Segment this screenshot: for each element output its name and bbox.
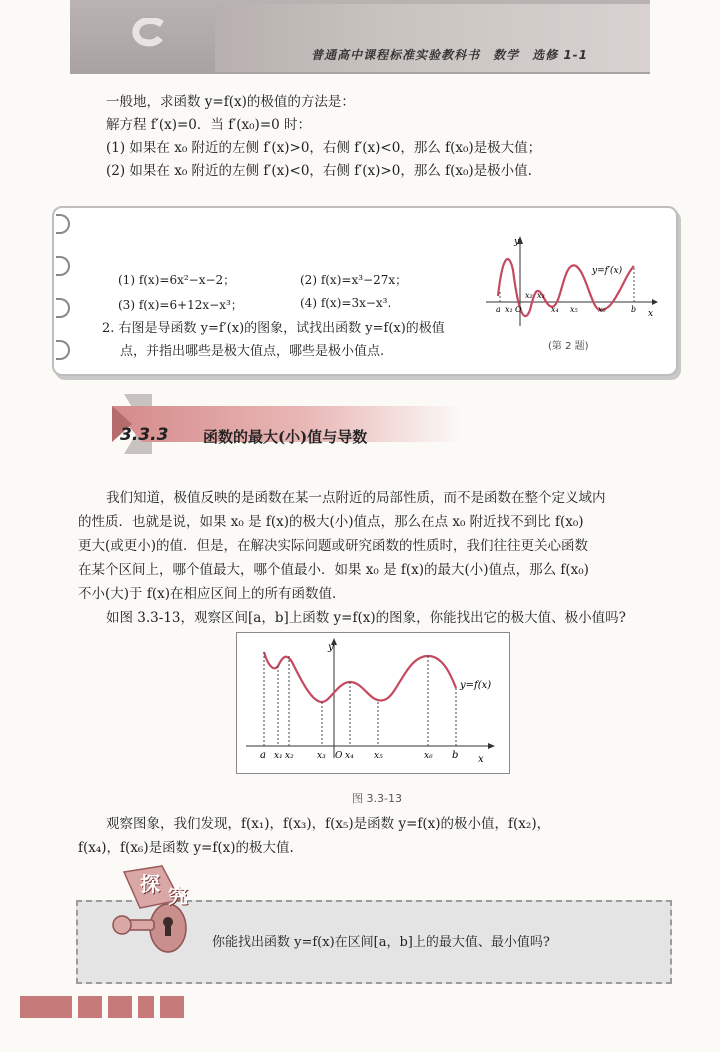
explore-question: 你能找出函数 y=f(x)在区间[a，b]上的最大值、最小值吗?	[212, 935, 550, 950]
graph-axis-y-label: y	[514, 237, 520, 247]
x-axis-arrow-icon	[488, 743, 495, 749]
graph-label-origin: O	[515, 305, 522, 314]
exercise-item-2: (2) f(x)=x³−27x；	[300, 273, 408, 287]
explore-badge-char-1: 探	[140, 872, 160, 896]
figure-curve-label: y=f(x)	[460, 680, 492, 691]
paragraph-line: 的性质．也就是说，如果 x₀ 是 f(x)的极大(小)值点，那么在点 x₀ 附近找不到比 f(x₀)	[78, 514, 584, 530]
graph-label-b: b	[631, 305, 637, 314]
section-title: 函数的最大(小)值与导数	[203, 428, 368, 446]
exercise-q2-line1: 2. 右图是导函数 y=f′(x)的图象，试找出函数 y=f(x)的极值	[102, 321, 445, 336]
observation-line-2: f(x₄)，f(x₆)是函数 y=f(x)的极大值.	[78, 840, 294, 856]
guide-lines	[264, 652, 456, 746]
exercise-q2-line2: 点，并指出哪些是极大值点，哪些是极小值点.	[120, 344, 385, 359]
figure-label-x5: x₅	[374, 751, 383, 761]
running-title: 普通高中课程标准实验教科书 数学 选修 1-1	[311, 48, 588, 62]
figure-label-x2: x₂	[285, 751, 294, 761]
header-hook-icon	[130, 18, 170, 48]
paragraph-figure-ref: 如图 3.3-13，观察区间[a，b]上函数 y=f(x)的图象，你能找出它的极大值、极小值吗?	[106, 610, 626, 626]
graph-label-x1: x₁	[505, 305, 513, 314]
function-curve	[264, 652, 456, 702]
graph-label-x3: x₃	[537, 291, 545, 300]
exercise-item-1: (1) f(x)=6x²−x−2；	[118, 273, 236, 287]
graph-label-x5: x₅	[570, 305, 578, 314]
figure-label-a: a	[260, 750, 266, 761]
figure-caption: 图 3.3-13	[352, 792, 402, 805]
figure-label-x3: x₃	[317, 751, 326, 761]
figure-label-x4: x₄	[345, 751, 354, 761]
paragraph-line: 更大(或更小)的值．但是，在解决实际问题或研究函数的性质时，我们往往更关心函数	[78, 538, 589, 554]
figure-label-x1: x₁	[274, 751, 283, 761]
method-case-2: (2) 如果在 x₀ 附近的左侧 f′(x)<0，右侧 f′(x)>0，那么 f(x₀)是极小值.	[106, 163, 532, 179]
figure-axis-y-label: y	[328, 642, 334, 653]
exercise-item-3: (3) f(x)=6+12x−x³；	[118, 298, 243, 312]
derivative-graph	[480, 230, 660, 330]
exercise-item-4: (4) f(x)=3x−x³.	[300, 296, 392, 310]
x-axis-arrow-icon	[652, 299, 658, 305]
section-number: 3.3.3	[120, 425, 169, 445]
method-case-1: (1) 如果在 x₀ 附近的左侧 f′(x)>0，右侧 f′(x)<0，那么 f(x₀)是极大值；	[106, 140, 542, 156]
graph-label-x2: x₂	[525, 291, 533, 300]
exercise-graph-caption: (第 2 题)	[548, 341, 589, 352]
graph-axis-x-label: x	[648, 309, 654, 319]
paragraph-line: 在某个区间上，哪个值最大，哪个值最小．如果 x₀ 是 f(x)的最大(小)值点，那么 f(x₀)	[78, 562, 589, 578]
figure-axis-x-label: x	[478, 754, 484, 765]
paragraph-line: 不小(大)于 f(x)在相应区间上的所有函数值.	[78, 586, 337, 602]
graph-label-x4: x₄	[551, 305, 559, 314]
function-graph	[238, 634, 506, 770]
method-intro: 一般地，求函数 y=f(x)的极值的方法是：	[106, 94, 355, 110]
explore-badge-char-2: 究	[168, 884, 188, 908]
figure-label-x6: x₆	[424, 751, 433, 761]
graph-curve-label: y=f′(x)	[592, 266, 623, 276]
paragraph-line: 我们知道，极值反映的是函数在某一点附近的局部性质，而不是函数在整个定义域内	[106, 490, 606, 506]
observation-line-1: 观察图象，我们发现，f(x₁)，f(x₃)，f(x₅)是函数 y=f(x)的极小值，f(x₂)，	[106, 816, 551, 832]
graph-label-a: a	[496, 305, 501, 314]
method-step: 解方程 f′(x)=0．当 f′(x₀)=0 时：	[106, 117, 312, 133]
figure-label-b: b	[452, 750, 459, 761]
figure-label-origin: O	[335, 751, 343, 761]
graph-label-x6: x₆	[598, 305, 606, 314]
